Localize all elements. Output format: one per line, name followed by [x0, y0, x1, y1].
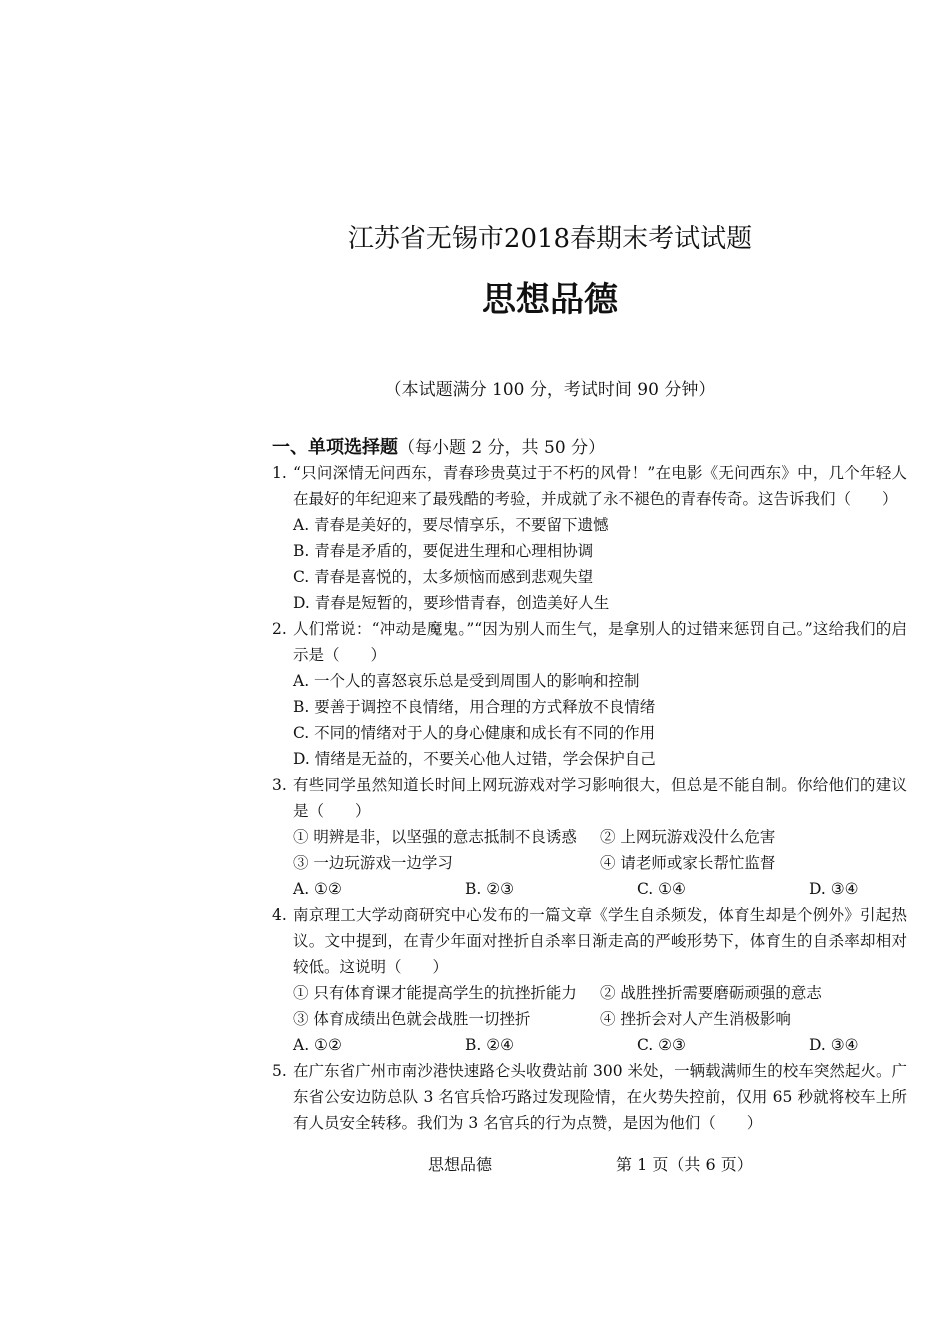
section-heading	[272, 433, 605, 459]
choice-d: D. ③④	[809, 1036, 859, 1054]
page-footer	[428, 1152, 753, 1175]
exam-title: 江苏省无锡市2018春期末考试试题	[347, 224, 753, 254]
question-number: 4.	[272, 906, 287, 924]
choice-c: C. ②③	[637, 1036, 686, 1054]
question-5	[272, 1058, 907, 1136]
choice-row	[272, 876, 907, 902]
choice-a: A. ①②	[293, 880, 342, 898]
option-b: B. 青春是矛盾的，要促进生理和心理相协调	[293, 542, 594, 560]
question-3	[272, 772, 907, 902]
statement-3: ③ 体育成绩出色就会战胜一切挫折	[293, 1010, 531, 1028]
option-d: D. 情绪是无益的，不要关心他人过错，学会保护自己	[293, 750, 656, 768]
question-stem: 有些同学虽然知道长时间上网玩游戏对学习影响很大，但总是不能自制。你给他们的建议是（ ）	[293, 776, 907, 820]
section-heading-note: （每小题 2 分，共 50 分）	[398, 438, 606, 458]
question-stem: 人们常说：“冲动是魔鬼。”“因为别人而生气，是拿别人的过错来惩罚自己。”这给我们的启示是（ ）	[293, 620, 907, 664]
statement-row	[272, 1006, 907, 1032]
exam-subject: 思想品德	[482, 280, 618, 320]
statement-1: ① 只有体育课才能提高学生的抗挫折能力	[293, 984, 577, 1002]
question-stem: “只问深情无问西东，青春珍贵莫过于不朽的风骨！”在电影《无问西东》中，几个年轻人在最好的年纪迎来了最残酷的考验，并成就了永不褪色的青春传奇。这告诉我们（ ）	[293, 464, 907, 508]
question-2	[272, 616, 907, 772]
statement-2: ② 战胜挫折需要磨砺顽强的意志	[600, 984, 822, 1002]
question-number: 5.	[272, 1062, 287, 1080]
statement-1: ① 明辨是非，以坚强的意志抵制不良诱惑	[293, 828, 577, 846]
exam-info: （本试题满分 100 分，考试时间 90 分钟）	[384, 380, 716, 400]
question-number: 3.	[272, 776, 287, 794]
question-4	[272, 902, 907, 1058]
question-stem: 在广东省广州市南沙港快速路仑头收费站前 300 米处，一辆载满师生的校车突然起火。广东省公安边防总队 3 名官兵恰巧路过发现险情，在火势失控前，仅用 65 秒就将校车上所有人员安全转移。我们为 3 名官兵的行为点赞，是因为他们（ ）	[293, 1062, 907, 1132]
statement-4: ④ 挫折会对人产生消极影响	[600, 1010, 791, 1028]
question-number: 1.	[272, 464, 287, 482]
question-1	[272, 460, 907, 616]
question-list	[272, 460, 907, 1136]
option-d: D. 青春是短暂的，要珍惜青春，创造美好人生	[293, 594, 610, 612]
section-heading-text: 一、单项选择题	[272, 437, 398, 458]
choice-a: A. ①②	[293, 1036, 342, 1054]
option-a: A. 青春是美好的，要尽情享乐，不要留下遗憾	[293, 516, 609, 534]
statement-2: ② 上网玩游戏没什么危害	[600, 828, 776, 846]
option-a: A. 一个人的喜怒哀乐总是受到周围人的影响和控制	[293, 672, 640, 690]
question-stem: 南京理工大学动商研究中心发布的一篇文章《学生自杀频发，体育生却是个例外》引起热议。文中提到，在青少年面对挫折自杀率日渐走高的严峻形势下，体育生的自杀率却相对较低。这说明（ ）	[293, 906, 907, 976]
statement-4: ④ 请老师或家长帮忙监督	[600, 854, 776, 872]
question-number: 2.	[272, 620, 287, 638]
footer-subject: 思想品德	[428, 1155, 493, 1174]
statement-3: ③ 一边玩游戏一边学习	[293, 854, 453, 872]
statement-row	[272, 824, 907, 850]
footer-page-number: 第 1 页（共 6 页）	[616, 1155, 753, 1174]
option-c: C. 不同的情绪对于人的身心健康和成长有不同的作用	[293, 724, 656, 742]
choice-b: B. ②④	[465, 1036, 515, 1054]
statement-row	[272, 980, 907, 1006]
statement-row	[272, 850, 907, 876]
choice-c: C. ①④	[637, 880, 686, 898]
option-b: B. 要善于调控不良情绪，用合理的方式释放不良情绪	[293, 698, 656, 716]
choice-b: B. ②③	[465, 880, 515, 898]
choice-d: D. ③④	[809, 880, 859, 898]
option-c: C. 青春是喜悦的，太多烦恼而感到悲观失望	[293, 568, 594, 586]
choice-row	[272, 1032, 907, 1058]
